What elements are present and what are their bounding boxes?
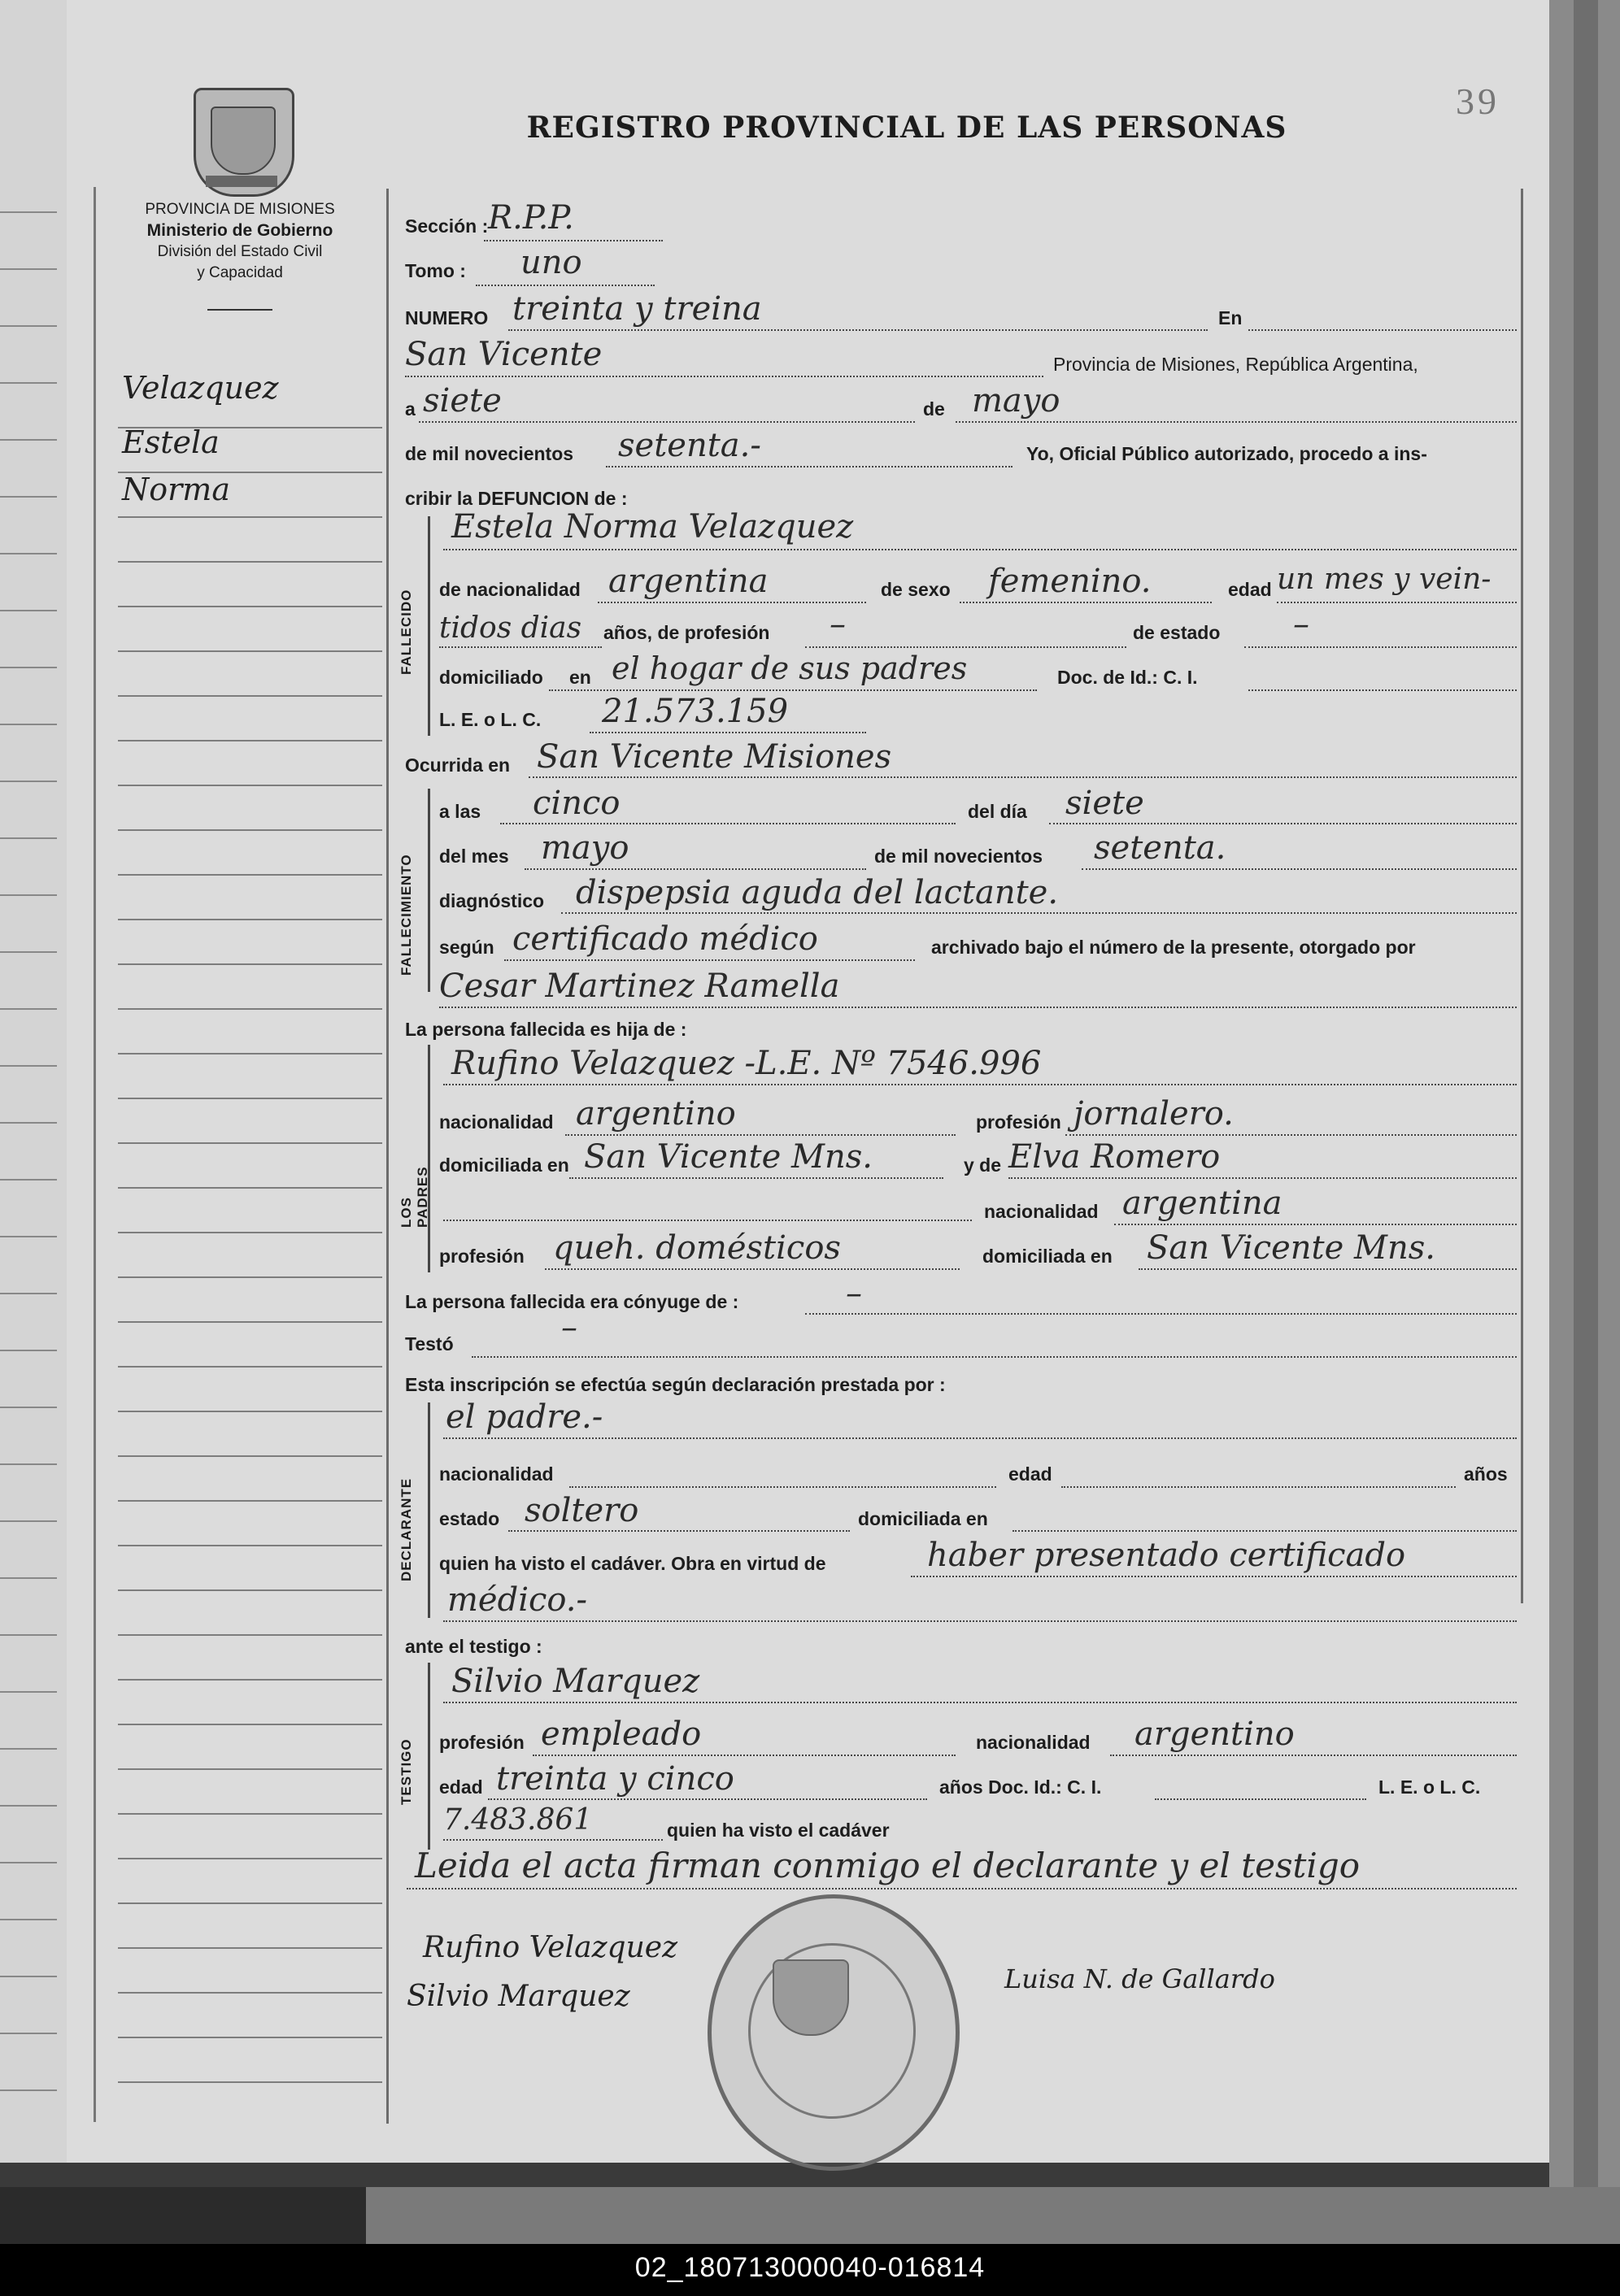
sexo-value: femenino. bbox=[988, 563, 1152, 600]
anio-value: setenta. bbox=[1094, 829, 1226, 867]
segun-label: según bbox=[439, 937, 494, 958]
place-value: San Vicente bbox=[405, 336, 603, 373]
doc-label: Doc. de Id.: C. I. bbox=[1057, 667, 1198, 688]
prof-test-value: empleado bbox=[541, 1715, 702, 1753]
en-label: En bbox=[1218, 307, 1243, 328]
page-stack-edge-dark bbox=[1574, 0, 1598, 2187]
medico-value: Cesar Martinez Ramella bbox=[439, 968, 840, 1005]
edad-label: edad bbox=[1228, 579, 1272, 600]
y-de-label: y de bbox=[964, 1155, 1002, 1176]
hija-label: La persona fallecida es hija de : bbox=[405, 1019, 687, 1040]
a-las-label: a las bbox=[439, 801, 481, 822]
prof-test-label: profesión bbox=[439, 1732, 525, 1753]
del-dia-label: del día bbox=[968, 801, 1027, 822]
column-divider bbox=[386, 189, 389, 2124]
office-line-province: PROVINCIA DE MISIONES bbox=[145, 201, 335, 218]
padre-value: Rufino Velazquez -L.E. Nº 7546.996 bbox=[451, 1045, 1042, 1082]
seccion-value: R.P.P. bbox=[488, 199, 574, 237]
madre-value: Elva Romero bbox=[1008, 1138, 1221, 1176]
closing-statement: Leida el acta firman conmigo el declarante y el testigo bbox=[415, 1846, 1361, 1885]
declarante-value: el padre.- bbox=[446, 1398, 603, 1436]
nac-padre-label: nacionalidad bbox=[439, 1111, 554, 1133]
day-value: siete bbox=[423, 382, 502, 420]
le-test-label: L. E. o L. C. bbox=[1378, 1776, 1481, 1798]
yo-label: Yo, Oficial Público autorizado, procedo a ins- bbox=[1026, 443, 1427, 464]
profesion-value: – bbox=[830, 606, 846, 643]
archivado-label: archivado bajo el número de la presente, otorgado por bbox=[931, 937, 1416, 958]
mil-novecientos-fallec-label: de mil novecientos bbox=[874, 846, 1043, 867]
estado-decl-label: estado bbox=[439, 1508, 500, 1529]
year-value: setenta.- bbox=[618, 427, 761, 464]
testigo-side-label: TESTIGO bbox=[398, 1738, 414, 1805]
margin-first-name: Estela bbox=[122, 424, 220, 460]
nac-test-value: argentino bbox=[1134, 1715, 1295, 1753]
testo-value: – bbox=[561, 1309, 577, 1346]
del-mes-label: del mes bbox=[439, 846, 509, 867]
edad-test-value: treinta y cinco bbox=[496, 1760, 734, 1798]
edad-test-label: edad bbox=[439, 1776, 483, 1798]
anos-decl-label: años bbox=[1464, 1463, 1508, 1485]
conyuge-label: La persona fallecida era cónyuge de : bbox=[405, 1291, 739, 1312]
edad-value: un mes y vein- bbox=[1277, 563, 1492, 596]
cadaver-value-continued: médico.- bbox=[447, 1581, 588, 1619]
cadaver-label: quien ha visto el cadáver. Obra en virtud de bbox=[439, 1553, 826, 1574]
previous-page-edge bbox=[0, 0, 69, 2163]
nac-test-label: nacionalidad bbox=[976, 1732, 1091, 1753]
de-label: de bbox=[923, 398, 945, 420]
scan-image-id: 02_180713000040-016814 bbox=[634, 2252, 986, 2283]
dia-value: siete bbox=[1065, 785, 1144, 822]
month-value: mayo bbox=[972, 382, 1060, 420]
ocurrida-value: San Vicente Misiones bbox=[537, 738, 892, 776]
right-border bbox=[1521, 189, 1523, 1603]
margin-second-name: Norma bbox=[122, 472, 230, 507]
anos-doc-label: años Doc. Id.: C. I. bbox=[939, 1776, 1102, 1798]
signature-witness: Silvio Marquez bbox=[407, 1980, 630, 2013]
dom-madre-value: San Vicente Mns. bbox=[1147, 1229, 1435, 1267]
nacionalidad-value: argentina bbox=[608, 563, 769, 600]
office-heading bbox=[102, 199, 378, 284]
inscripcion-label: Esta inscripción se efectúa según declaración prestada por : bbox=[405, 1374, 946, 1395]
testo-label: Testó bbox=[405, 1333, 454, 1355]
padres-bracket bbox=[428, 1045, 430, 1272]
ocurrida-label: Ocurrida en bbox=[405, 754, 511, 776]
nac-decl-label: nacionalidad bbox=[439, 1463, 554, 1485]
a-label: a bbox=[405, 398, 416, 420]
prof-padre-label: profesión bbox=[976, 1111, 1061, 1133]
certificado-value: certificado médico bbox=[512, 920, 818, 958]
declarante-side-label bbox=[398, 1549, 415, 1581]
padres-side-label: LOS PADRES bbox=[398, 1166, 430, 1228]
doc-test-value: 7.483.861 bbox=[443, 1803, 593, 1837]
declarante-bracket bbox=[428, 1402, 430, 1618]
testigo-value: Silvio Marquez bbox=[451, 1663, 700, 1700]
estado-value: – bbox=[1293, 606, 1309, 643]
cribir-label: cribir la DEFUNCION de : bbox=[405, 488, 628, 509]
le-value: 21.573.159 bbox=[602, 693, 789, 730]
edad-decl-label: edad bbox=[1008, 1463, 1052, 1485]
diagnostico-value: dispepsia aguda del lactante. bbox=[576, 874, 1059, 911]
en-domicilio-label: en bbox=[569, 667, 591, 688]
diagnostico-label: diagnóstico bbox=[439, 890, 545, 911]
left-margin-rule bbox=[94, 187, 96, 2122]
fallecimiento-side-label bbox=[398, 943, 415, 976]
edad-value-continued: tidos dias bbox=[439, 611, 582, 645]
testigo-ante-label: ante el testigo : bbox=[405, 1636, 542, 1657]
nac-padre-value: argentino bbox=[576, 1095, 736, 1133]
cadaver-value: haber presentado certificado bbox=[927, 1537, 1406, 1574]
fallecido-bracket bbox=[428, 516, 430, 736]
office-line-division: División del Estado Civil bbox=[157, 243, 323, 260]
office-line-ministry: Ministerio de Gobierno bbox=[146, 221, 333, 240]
domicilio-value: el hogar de sus padres bbox=[612, 650, 968, 686]
nacionalidad-label: de nacionalidad bbox=[439, 579, 581, 600]
signature-official: Luisa N. de Gallardo bbox=[1004, 1963, 1275, 1994]
estado-decl-value: soltero bbox=[525, 1492, 639, 1529]
domiciliado-label: domiciliado bbox=[439, 667, 543, 688]
document-title: REGISTRO PROVINCIAL DE LAS PERSONAS bbox=[526, 111, 1287, 145]
fallecimiento-bracket bbox=[428, 789, 430, 992]
provincial-crest-icon bbox=[194, 88, 294, 197]
prof-madre-label: profesión bbox=[439, 1246, 525, 1267]
nac-madre-value: argentina bbox=[1122, 1185, 1282, 1222]
conyuge-value: – bbox=[846, 1275, 862, 1312]
deceased-name: Estela Norma Velazquez bbox=[451, 508, 854, 546]
mes-value: mayo bbox=[541, 829, 629, 867]
dom-decl-label: domiciliada en bbox=[858, 1508, 988, 1529]
testigo-bracket bbox=[428, 1663, 430, 1850]
nac-madre-label: nacionalidad bbox=[984, 1201, 1099, 1222]
le-label: L. E. o L. C. bbox=[439, 709, 542, 730]
numero-value: treinta y treina bbox=[512, 290, 762, 328]
dom-madre-label: domiciliada en bbox=[982, 1246, 1113, 1267]
signature-declarant: Rufino Velazquez bbox=[423, 1931, 678, 1964]
province-label: Provincia de Misiones, República Argentina, bbox=[1053, 354, 1418, 375]
prof-madre-value: queh. domésticos bbox=[553, 1229, 841, 1267]
official-stamp-icon bbox=[708, 1894, 960, 2171]
hora-value: cinco bbox=[533, 785, 621, 822]
anos-profesion-label: años, de profesión bbox=[603, 622, 770, 643]
mil-novecientos-label: de mil novecientos bbox=[405, 443, 574, 464]
margin-surname: Velazquez bbox=[122, 370, 279, 406]
dom-padre-label: domiciliada en bbox=[439, 1155, 569, 1176]
numero-label: NUMERO bbox=[405, 307, 489, 328]
tomo-value: uno bbox=[520, 244, 582, 281]
dom-padre-value: San Vicente Mns. bbox=[584, 1138, 873, 1176]
seccion-label: Sección : bbox=[405, 215, 489, 237]
office-underline bbox=[207, 309, 272, 311]
prof-padre-value: jornalero. bbox=[1073, 1095, 1234, 1133]
sexo-label: de sexo bbox=[881, 579, 951, 600]
office-line-capacity: y Capacidad bbox=[197, 264, 283, 281]
tomo-label: Tomo : bbox=[405, 260, 466, 281]
estado-label: de estado bbox=[1133, 622, 1221, 643]
visto-label: quien ha visto el cadáver bbox=[667, 1820, 890, 1841]
page-number: 39 bbox=[1456, 80, 1500, 122]
book-bottom-edge bbox=[366, 2187, 1620, 2244]
fallecido-side-label bbox=[398, 642, 415, 675]
